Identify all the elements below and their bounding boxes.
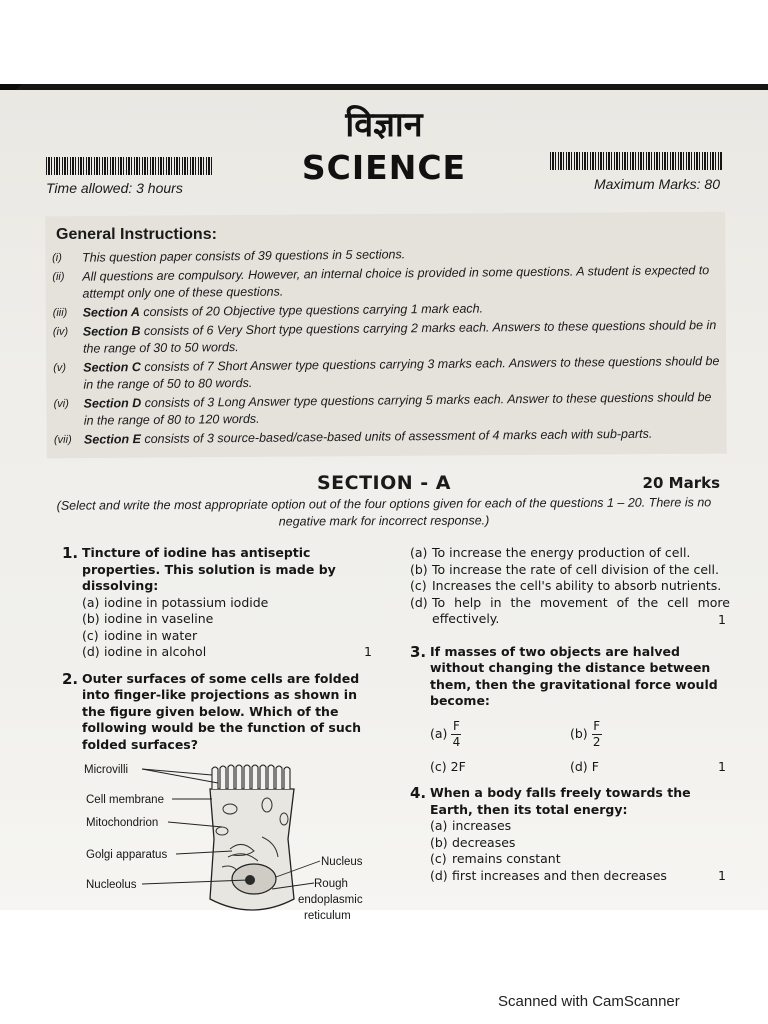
option-text: increases	[452, 818, 512, 833]
label-rough-er-line3: reticulum	[304, 910, 351, 922]
label-golgi-apparatus: Golgi apparatus	[86, 849, 168, 861]
option-d	[430, 868, 730, 885]
option-label: (b)	[410, 561, 428, 577]
numerator: F	[452, 718, 460, 733]
label-cell-membrane: Cell membrane	[86, 794, 164, 806]
question-text: Outer surfaces of some cells are folded into finger-like projections as shown in the figure given below. Which of the following would be the function of such folded surfaces?	[82, 670, 362, 752]
question-number: 2.	[62, 669, 79, 688]
instruction-body	[84, 389, 722, 430]
denominator: 2	[592, 734, 601, 749]
question-number: 1.	[62, 544, 79, 562]
instruction-text: consists of 3 source-based/case-based units of assessment of 4 marks each with sub-parts.	[140, 426, 653, 447]
question-mark: 1	[718, 758, 726, 774]
question-body	[430, 644, 730, 776]
section-name: Section A	[82, 305, 140, 320]
instruction-body	[84, 426, 652, 449]
instructions-list	[52, 243, 722, 451]
option-c	[82, 628, 372, 645]
option-c	[430, 851, 730, 868]
option-text: To increase the rate of cell division of the cell.	[432, 561, 719, 577]
option-text: remains constant	[452, 851, 561, 866]
option-label: (a)	[82, 594, 100, 610]
option-text: To help in the movement of the cell more effectively.	[432, 594, 730, 626]
instruction-text: This question paper consists of 39 questions in 5 sections.	[82, 247, 406, 265]
section-marks: 20 Marks	[642, 474, 720, 492]
label-rough-er-line2: endoplasmic	[298, 894, 363, 906]
question-mark: 1	[718, 867, 726, 883]
question-text: If masses of two objects are halved without changing the distance between them, then the gravitational force would become:	[430, 643, 718, 708]
label-nucleus: Nucleus	[321, 856, 363, 868]
option-row-1	[430, 720, 730, 749]
instruction-number: (v)	[53, 361, 67, 374]
option-label: (c)	[410, 578, 427, 593]
option-label: (c)	[82, 627, 99, 643]
label-rough-er-line1: Rough	[314, 878, 348, 890]
option-label: (b)	[430, 834, 448, 850]
denominator: 4	[452, 734, 461, 749]
page-title: SCIENCE	[301, 148, 467, 187]
option-text: iodine in vaseline	[104, 611, 214, 626]
instruction-text: consists of 6 Very Short type questions carrying 2 marks each. Answers to these questions should be in the range of 30 to 50 words.	[82, 318, 717, 356]
instruction-text: consists of 20 Objective type questions carrying 1 mark each.	[139, 301, 484, 320]
option-text: decreases	[452, 834, 516, 850]
maximum-marks: Maximum Marks: 80	[593, 176, 720, 192]
instructions-heading: General Instructions:	[56, 226, 217, 243]
question-mark: 1	[364, 644, 372, 659]
option-a	[430, 818, 730, 835]
hindi-title: विज्ञान	[345, 105, 423, 145]
option-text: iodine in potassium iodide	[104, 594, 269, 610]
question-body	[430, 785, 730, 884]
scanner-watermark: Scanned with CamScanner	[498, 993, 680, 1010]
numerator: F	[593, 718, 601, 733]
label-mitochondrion: Mitochondrion	[86, 817, 159, 829]
option-label: (c)	[430, 851, 447, 866]
right-column	[410, 545, 730, 884]
section-note: (Select and write the most appropriate option out of the four options given for each of the questions 1 – 20. There is no negative mark for incorrect response.)	[56, 495, 712, 529]
instruction-item	[54, 389, 722, 430]
question-1	[62, 545, 372, 661]
section-title: SECTION - A	[316, 472, 451, 494]
left-column	[62, 545, 372, 925]
fraction	[451, 720, 461, 749]
instruction-number: (iv)	[52, 325, 69, 338]
option-label: (d)	[430, 867, 448, 883]
instruction-item	[53, 353, 721, 394]
option-d	[570, 759, 599, 776]
question-number: 3.	[410, 642, 427, 661]
option-a	[430, 720, 570, 749]
background-above-page	[0, 0, 768, 84]
barcode-left	[46, 157, 214, 175]
instruction-text: consists of 7 Short Answer type questions carrying 3 marks each. Answers to these questions should be in the range of 50 to 80 words.	[83, 354, 720, 392]
section-name: Section B	[82, 324, 141, 339]
instruction-body	[83, 353, 721, 394]
question-mark: 1	[718, 611, 726, 627]
label-nucleolus: Nucleolus	[86, 879, 137, 891]
fraction	[592, 720, 602, 749]
question-4	[410, 785, 730, 884]
instruction-number: (ii)	[52, 270, 65, 283]
option-label: (a)	[430, 725, 448, 741]
option-b	[430, 835, 730, 852]
option-text: To increase the energy production of cell.	[432, 545, 691, 560]
option-label: (d)	[570, 758, 588, 774]
option-label: (d)	[82, 644, 100, 659]
barcode-right	[550, 152, 722, 170]
question-3	[410, 644, 730, 776]
section-name: Section D	[83, 396, 142, 411]
instruction-body	[83, 300, 484, 321]
instruction-item	[53, 317, 721, 358]
option-text: iodine in water	[104, 627, 198, 643]
option-c	[410, 578, 730, 595]
microvilli-cell-figure	[62, 759, 372, 925]
question-text: Tincture of iodine has antiseptic properties. This solution is made by dissolving:	[82, 545, 336, 593]
option-row-2	[430, 759, 730, 776]
instruction-number: (i)	[52, 251, 62, 264]
question-2-options	[410, 545, 730, 632]
instruction-number: (iii)	[52, 306, 68, 319]
option-text: 2F	[450, 758, 466, 774]
instruction-text: consists of 3 Long Answer type questions carrying 5 marks each. Answer to these questions should be in the range of 80 to 120 words.	[83, 390, 712, 428]
question-2	[62, 671, 372, 754]
option-b	[410, 562, 730, 579]
option-text: F	[591, 758, 599, 774]
option-label: (b)	[82, 611, 100, 626]
question-number: 4.	[410, 784, 427, 802]
option-text: Increases the cell's ability to absorb nutrients.	[432, 578, 722, 593]
option-b	[82, 611, 372, 628]
option-d	[410, 595, 730, 628]
option-label: (d)	[410, 594, 428, 610]
option-label: (a)	[410, 545, 428, 560]
question-body	[82, 545, 372, 661]
section-name: Section C	[83, 360, 141, 375]
option-c	[430, 759, 570, 776]
option-text: first increases and then decreases	[452, 867, 667, 883]
option-d	[82, 644, 372, 661]
option-a	[410, 545, 730, 562]
option-label: (c)	[430, 758, 447, 774]
section-name: Section E	[83, 432, 142, 447]
instruction-item	[52, 262, 720, 303]
time-allowed: Time allowed: 3 hours	[46, 180, 183, 196]
option-text: iodine in alcohol	[104, 644, 207, 659]
instruction-number: (vii)	[53, 433, 72, 446]
option-label: (a)	[430, 818, 448, 833]
label-microvilli: Microvilli	[84, 764, 129, 776]
option-label: (b)	[570, 725, 588, 741]
option-a	[82, 595, 372, 612]
question-text: When a body falls freely towards the Earth, then its total energy:	[430, 785, 691, 817]
question-body	[82, 671, 372, 754]
instruction-number: (vi)	[53, 397, 69, 410]
question-2-mark-row	[410, 611, 730, 632]
option-b	[570, 720, 602, 749]
instruction-body	[83, 317, 721, 358]
instruction-text: All questions are compulsory. However, an internal choice is provided in some questions. A student is expected to attempt only one of these questions.	[82, 263, 710, 301]
